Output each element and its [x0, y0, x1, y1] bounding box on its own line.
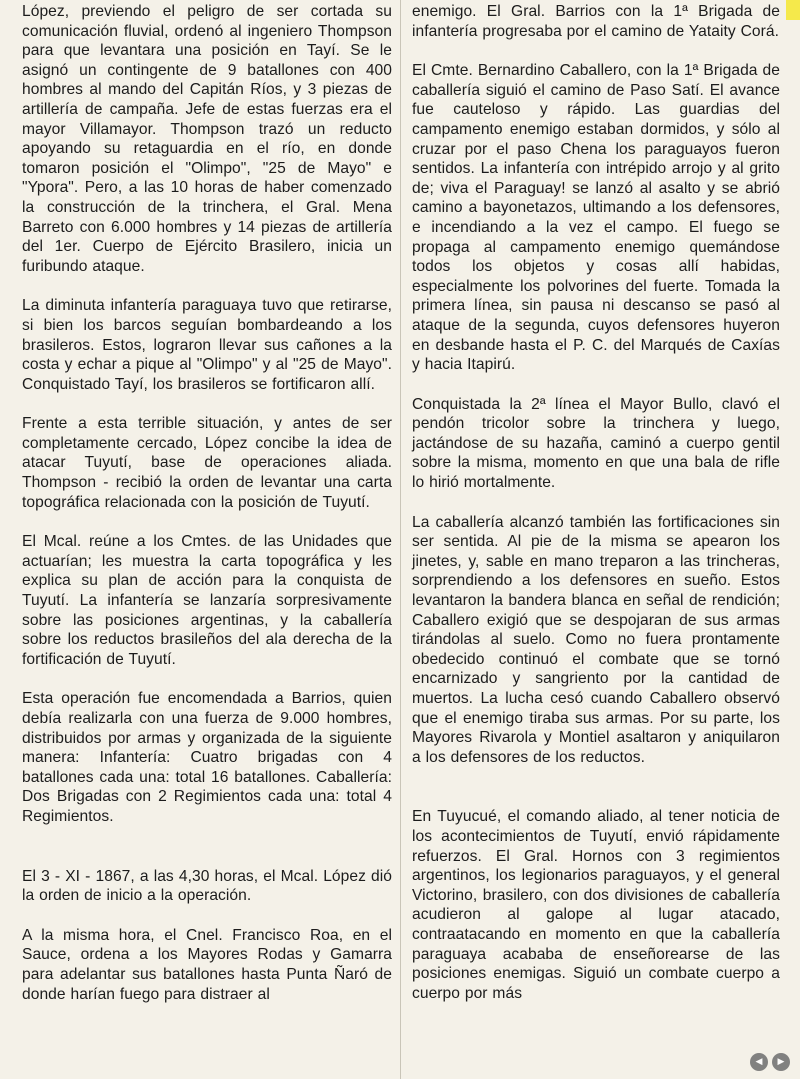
right-column — [412, 2, 780, 1003]
paragraph-idea-atacar: Frente a esta terrible situación, y antes de ser completamente cercado, López concibe la idea de atacar Tuyutí, base de operaciones aliada. Thompson - recibió la orden de levantar una carta topográfica relacionada con la posición de Tuyutí. — [22, 415, 392, 511]
corner-mark — [786, 0, 800, 20]
column-divider — [400, 0, 401, 1079]
left-column — [22, 2, 392, 1004]
paragraph-tayi: López, previendo el peligro de ser cortada su comunicación fluvial, ordenó al ingeniero Thompson para que levantara una posición en Tayí. Se le asignó un contingente de 9 batallones con 400 hombres al mando del Capitán Ríos, y 3 piezas de artillería de campaña. Jefe de estas fuerzas era el mayor Villamayor. Thompson trazó un reducto apoyando su retaguardia en el río, en donde tomaron posición el "Olimpo", "25 de Mayo" e "Ypora". Pero, a las 10 horas de haber comenzado la construcción de la trinchera, el Gral. Mena Barreto con 6.000 hombres y 14 piezas de artillería del 1er. Cuerpo de Ejército Brasilero, inicia un furibundo ataque. — [22, 3, 392, 275]
paragraph-bullo: Conquistada la 2ª línea el Mayor Bullo, clavó el pendón tricolor sobre la trinchera y luego, jactándose de su hazaña, caminó a cuerpo gentil sobre la misma, momento en que una bala de rifle lo hirió mortalmente. — [412, 395, 780, 492]
paragraph-caballero: El Cmte. Bernardino Caballero, con la 1ª Brigada de caballería siguió el camino de Paso Satí. El avance fue cauteloso y rápido. Las guardias del campamento enemigo estaban dormidos, y sólo al cruzar por el paso Chena los paraguayos fueron sentidos. La infantería con intrépido arrojo y al grito de; viva el Paraguay! se lanzó al asalto y se abrió camino a bayonetazos, ultimando a los defensores, e incendiando a la vez el campo. El fuego se propaga al campamento enemigo quemándose todos los objetos y cosas allí habidas, especialmente los polvorines del fuerte. Tomada la primera línea, sin pausa ni descanso se pasó al ataque de la segunda, cuyos defensores huyeron en desbande hasta el P. C. del Marqués de Caxías y hacia Itapirú. — [412, 62, 780, 374]
paragraph-barrios-avance: enemigo. El Gral. Barrios con la 1ª Brigada de infantería progresaba por el camino de Yataity Corá. — [412, 3, 780, 40]
paragraph-caballeria: La caballería alcanzó también las fortificaciones sin ser sentida. Al pie de la misma se apearon los jinetes, y, sable en mano treparon a las trincheras, sorprendiendo a los defensores en sueño. Estos levantaron la bandera blanca en señal de rendición; Caballero exigió que se despojaran de sus armas tirándolas al suelo. Como no fuera prontamente obedecido continuó el combate que se tornó encarnizado y sangriento por la cantidad de muertos. La lucha cesó cuando Caballero observó que el enemigo tiraba sus armas. Por su parte, los Mayores Rivarola y Montiel asaltaron y aniquilaron a los defensores de los reductos. — [412, 513, 780, 766]
prev-page-button[interactable]: ◀ — [750, 1053, 768, 1071]
paragraph-roa: A la misma hora, el Cnel. Francisco Roa, en el Sauce, ordena a los Mayores Rodas y Gamarra para adelantar sus batallones hasta Punta Ñaró de donde harían fuego para distraer al — [22, 926, 392, 1003]
paragraph-plan-accion: El Mcal. reúne a los Cmtes. de las Unidades que actuarían; les muestra la carta topográfica y les explica su plan de acción para la conquista de Tuyutí. La infantería se lanzaría sorpresivamente sobre las posiciones argentinas, y la caballería sobre los reductos brasileños del ala derecha de la fortificación de Tuyutí. — [22, 533, 392, 668]
paragraph-organizacion: Esta operación fue encomendada a Barrios, quien debía realizarla con una fuerza de 9.000 hombres, distribuidos por armas y organizada de la siguiente manera: Infantería: Cuatro brigadas con 4 batallones cada una: total 16 batallones. Caballería: Dos Brigadas con 2 Regimientos cada una: total 4 Regimientos. — [22, 690, 392, 825]
page-navigation — [750, 1053, 790, 1071]
paragraph-infanteria-retirada: La diminuta infantería paraguaya tuvo que retirarse, si bien los barcos seguían bombardeando a los brasileros. Estos, lograron llevar sus cañones a la costa y echar a pique al "Olimpo" y al "25 de Mayo". Conquistado Tayí, los brasileros se fortificaron allí. — [22, 297, 392, 393]
paragraph-fecha-inicio: El 3 - XI - 1867, a las 4,30 horas, el Mcal. López dió la orden de inicio a la operación. — [22, 867, 392, 905]
paragraph-tuyucue: En Tuyucué, el comando aliado, al tener noticia de los acontecimientos de Tuyutí, envió rápidamente refuerzos. El Gral. Hornos con 3 regimientos argentinos, los legionarios paraguayos, y el general Victorino, brasilero, con dos divisiones de caballería acudieron al galope al lugar atacado, contraatacando en momento en que la caballería paraguaya acababa de enseñorearse de las posiciones enemigas. Siguió un combate cuerpo a cuerpo por más — [412, 808, 780, 1002]
next-page-button[interactable]: ▶ — [772, 1053, 790, 1071]
